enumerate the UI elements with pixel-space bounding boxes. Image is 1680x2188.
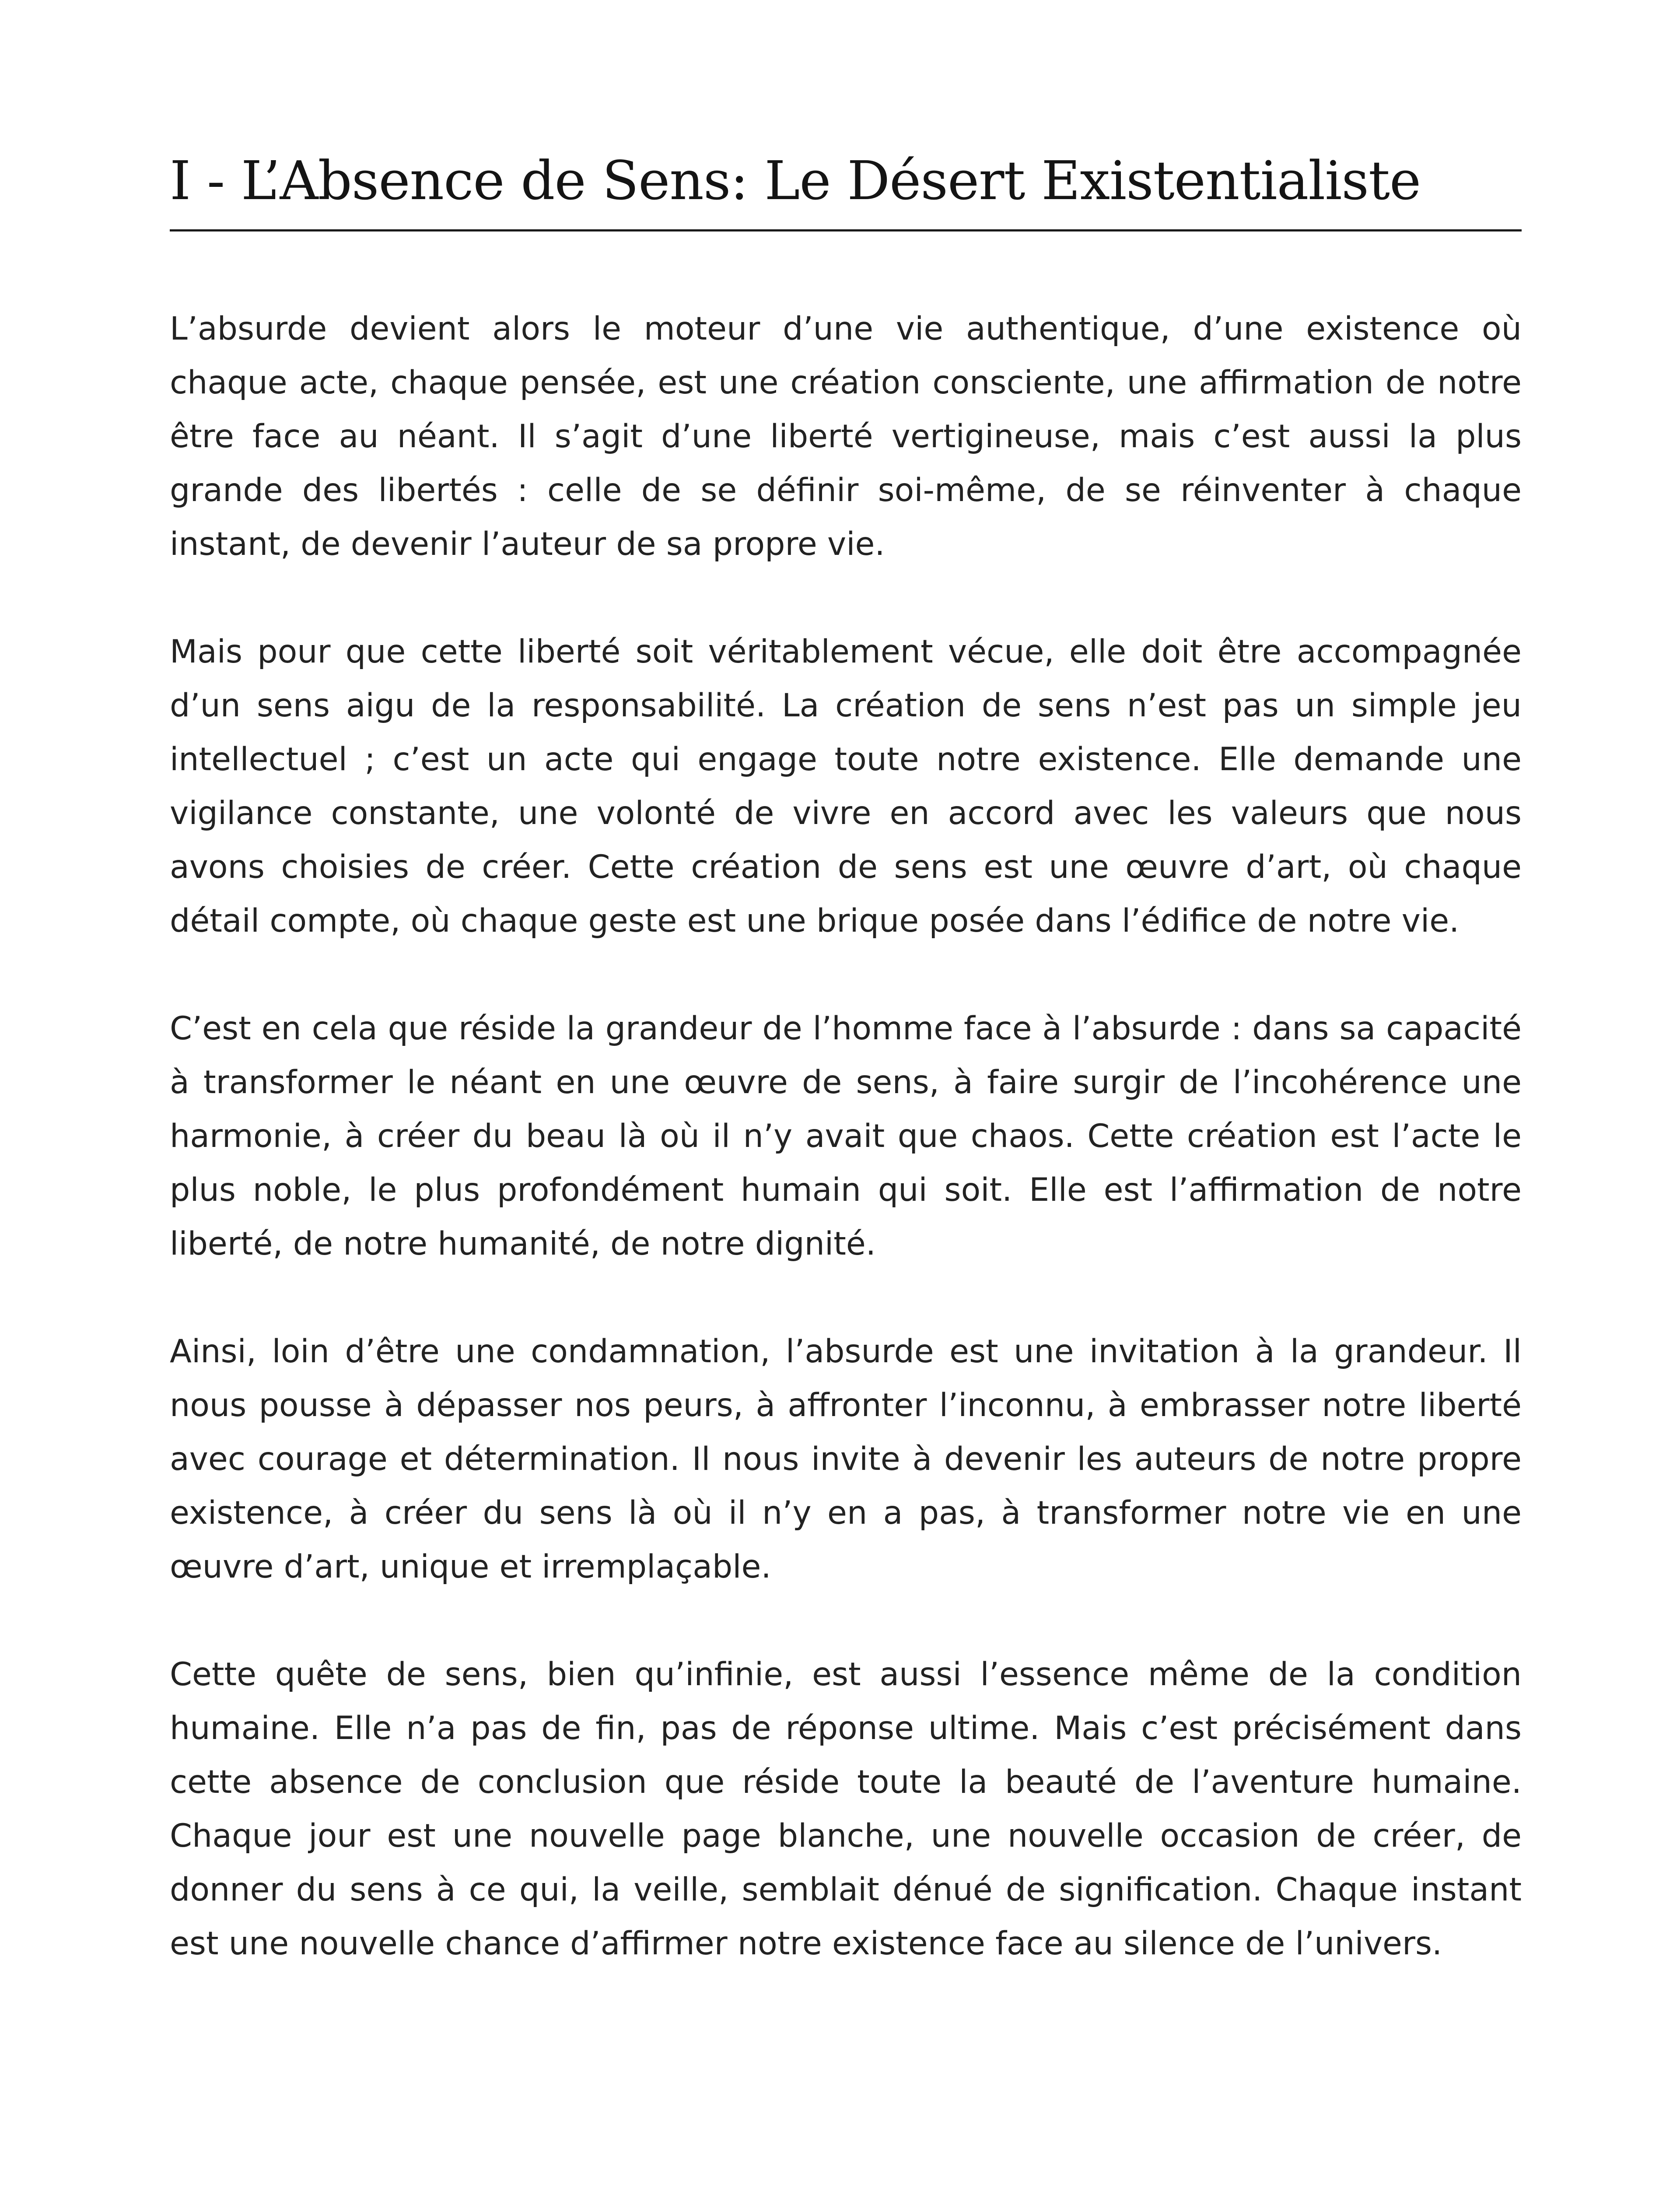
chapter-title: I - L’Absence de Sens: Le Désert Existentialiste xyxy=(170,150,1421,212)
paragraph-1: L’absurde devient alors le moteur d’une vie authentique, d’une existence où chaque acte, chaque pensée, est une création consciente, une affirmation de notre être face au néant. Il s’agit d’une liberté vertigineuse, mais c’est aussi la plus grande des libertés : celle de se définir soi-même, de se réinventer à chaque instant, de devenir l’auteur de sa propre vie. xyxy=(170,310,1522,563)
paragraph-4: Ainsi, loin d’être une condamnation, l’absurde est une invitation à la grandeur. Il nous pousse à dépasser nos peurs, à affronter l’inconnu, à embrasser notre liberté avec courage et détermination. Il nous invite à devenir les auteurs de notre propre existence, à créer du sens là où il n’y en a pas, à transformer notre vie en une œuvre d’art, unique et irremplaçable. xyxy=(170,1333,1522,1585)
paragraph-2: Mais pour que cette liberté soit véritablement vécue, elle doit être accompagnée d’un sens aigu de la responsabilité. La création de sens n’est pas un simple jeu intellectuel ; c’est un acte qui engage toute notre existence. Elle demande une vigilance constante, une volonté de vivre en accord avec les valeurs que nous avons choisies de créer. Cette création de sens est une œuvre d’art, où chaque détail compte, où chaque geste est une brique posée dans l’édifice de notre vie. xyxy=(170,633,1522,940)
title-divider xyxy=(170,229,1522,231)
paragraph-5: Cette quête de sens, bien qu’infinie, est aussi l’essence même de la condition humaine. Elle n’a pas de fin, pas de réponse ultime. Mais c’est précisément dans cette absence de conclusion que réside toute la beauté de l’aventure humaine. Chaque jour est une nouvelle page blanche, une nouvelle occasion de créer, de donner du sens à ce qui, la veille, semblait dénué de signification. Chaque instant est une nouvelle chance d’affirmer notre existence face au silence de l’univers. xyxy=(170,1656,1522,1962)
body-text xyxy=(170,302,1522,2024)
paragraph-3: C’est en cela que réside la grandeur de l’homme face à l’absurde : dans sa capacité à transformer le néant en une œuvre de sens, à faire surgir de l’incohérence une harmonie, à créer du beau là où il n’y avait que chaos. Cette création est l’acte le plus noble, le plus profondément humain qui soit. Elle est l’affirmation de notre liberté, de notre humanité, de notre dignité. xyxy=(170,1010,1522,1262)
